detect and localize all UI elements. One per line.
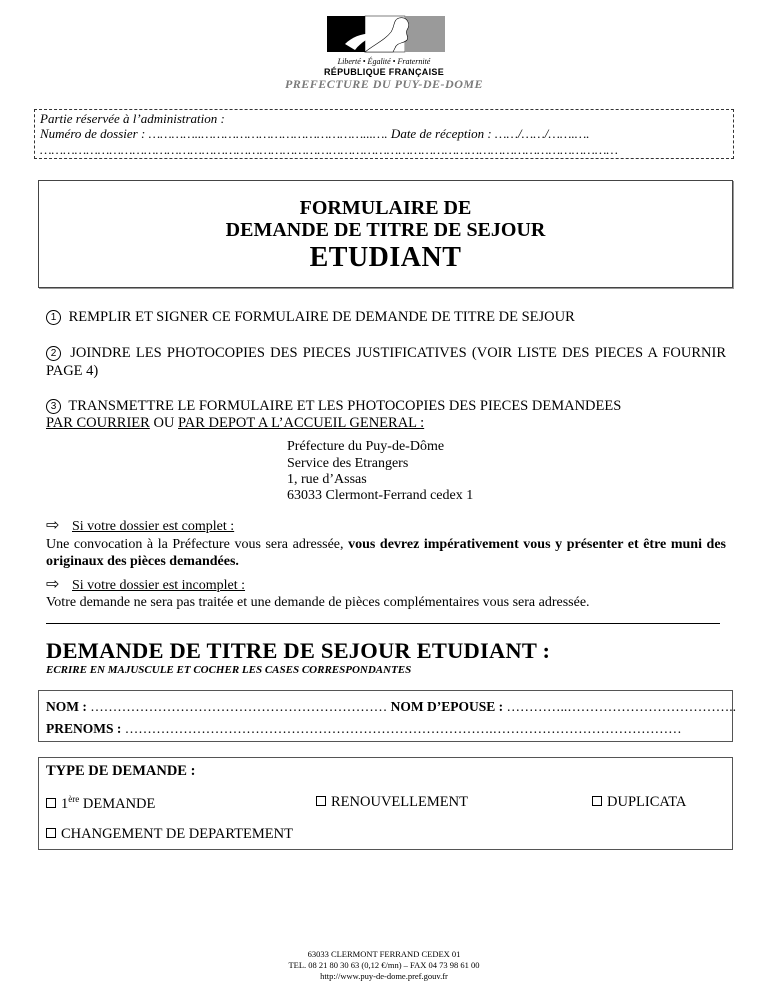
- option-change-department[interactable]: [46, 826, 293, 843]
- nom-label: NOM :: [46, 699, 87, 714]
- complete-text: [46, 536, 726, 570]
- method-depot: PAR DEPOT A L’ACCUEIL GENERAL :: [178, 415, 425, 431]
- method-courrier: PAR COURRIER: [46, 415, 150, 431]
- complete-text-plain: Une convocation à la Préfecture vous sera adressée,: [46, 537, 349, 552]
- section-subtitle: ECRIRE EN MAJUSCULE ET COCHER LES CASES CORRESPONDANTES: [46, 664, 412, 676]
- file-number-field[interactable]: Numéro de dossier : …………..……………………………………...…. Date de réception : ……/……/…….….: [40, 126, 590, 141]
- method-or: OU: [149, 415, 179, 431]
- complete-text-bold: vous devrez impérativement vous y présenter et être muni des originaux des pièces demandées.: [46, 537, 726, 569]
- footer-address: 63033 CLERMONT FERRAND CEDEX 01: [307, 949, 461, 959]
- step-1: [46, 308, 575, 326]
- option-label: DUPLICATA: [607, 794, 687, 810]
- name-row: [46, 699, 736, 715]
- epouse-field[interactable]: …………..………………………………..: [503, 699, 736, 714]
- option-label: CHANGEMENT DE DEPARTEMENT: [61, 826, 293, 842]
- step-3: [46, 397, 621, 415]
- form-title-main: ETUDIANT: [309, 242, 462, 273]
- option-number: 1: [61, 795, 69, 812]
- address-line: Préfecture du Puy-de-Dôme: [287, 439, 445, 454]
- address-line: 63033 Clermont-Ferrand cedex 1: [287, 488, 474, 503]
- prenoms-field[interactable]: ……………………………………………………………………….……………………………………: [121, 721, 682, 736]
- checkbox[interactable]: [46, 798, 56, 808]
- circled-number-icon: 2: [46, 346, 61, 361]
- complete-label: Si votre dossier est complet :: [72, 519, 235, 534]
- option-duplicate[interactable]: [592, 794, 686, 811]
- admin-dotted-line: ……………………………………………………………………………………………………………………………………: [40, 142, 618, 157]
- form-title-line2: DEMANDE DE TITRE DE SEJOUR: [225, 219, 546, 241]
- request-type-title: TYPE DE DEMANDE :: [46, 763, 196, 779]
- nom-field[interactable]: …………………………………………………………: [86, 699, 391, 714]
- prenoms-row: [46, 721, 682, 737]
- arrow-right-icon: ⇨: [46, 515, 60, 534]
- checkbox[interactable]: [592, 796, 602, 806]
- address-line: 1, rue d’Assas: [287, 472, 367, 487]
- circled-number-icon: 1: [46, 310, 61, 325]
- option-label: RENOUVELLEMENT: [331, 794, 468, 810]
- option-superscript: ère: [68, 794, 80, 804]
- option-label: DEMANDE: [79, 795, 156, 812]
- option-first-request[interactable]: [46, 794, 155, 813]
- checkbox[interactable]: [316, 796, 326, 806]
- incomplete-label: Si votre dossier est incomplet :: [72, 578, 246, 593]
- epouse-label: NOM D’EPOUSE :: [390, 699, 504, 714]
- section-title: DEMANDE DE TITRE DE SEJOUR ETUDIANT :: [46, 638, 551, 663]
- form-title-line1: FORMULAIRE DE: [299, 197, 472, 219]
- step-3-text: TRANSMETTRE LE FORMULAIRE ET LES PHOTOCOPIES DES PIECES DEMANDEES: [68, 398, 622, 414]
- step-2: [46, 344, 726, 380]
- option-renewal[interactable]: [316, 794, 468, 811]
- admin-label: Partie réservée à l’administration :: [40, 111, 225, 126]
- prefecture-name: PREFECTURE DU PUY-DE-DOME: [284, 77, 484, 91]
- address-line: Service des Etrangers: [287, 456, 409, 471]
- divider: [46, 623, 720, 624]
- step-1-text: REMPLIR ET SIGNER CE FORMULAIRE DE DEMANDE DE TITRE DE SEJOUR: [68, 309, 575, 325]
- incomplete-text: Votre demande ne sera pas traitée et une demande de pièces complémentaires vous sera adressée.: [46, 595, 590, 610]
- circled-number-icon: 3: [46, 399, 61, 414]
- arrow-right-icon: ⇨: [46, 574, 60, 593]
- step-2-text: JOINDRE LES PHOTOCOPIES DES PIECES JUSTIFICATIVES (VOIR LISTE DES PIECES A FOURNIR PAGE 4): [46, 345, 727, 379]
- step-3-methods: [46, 414, 424, 432]
- checkbox[interactable]: [46, 828, 56, 838]
- prenoms-label: PRENOMS :: [46, 721, 122, 736]
- motto: Liberté • Égalité • Fraternité: [337, 57, 431, 66]
- footer-url[interactable]: http://www.puy-de-dome.pref.gouv.fr: [320, 971, 448, 981]
- republic-name: RÉPUBLIQUE FRANÇAISE: [323, 67, 444, 77]
- footer-phone: TEL. 08 21 80 30 63 (0,12 €/mn) – FAX 04 73 98 61 00: [288, 960, 480, 970]
